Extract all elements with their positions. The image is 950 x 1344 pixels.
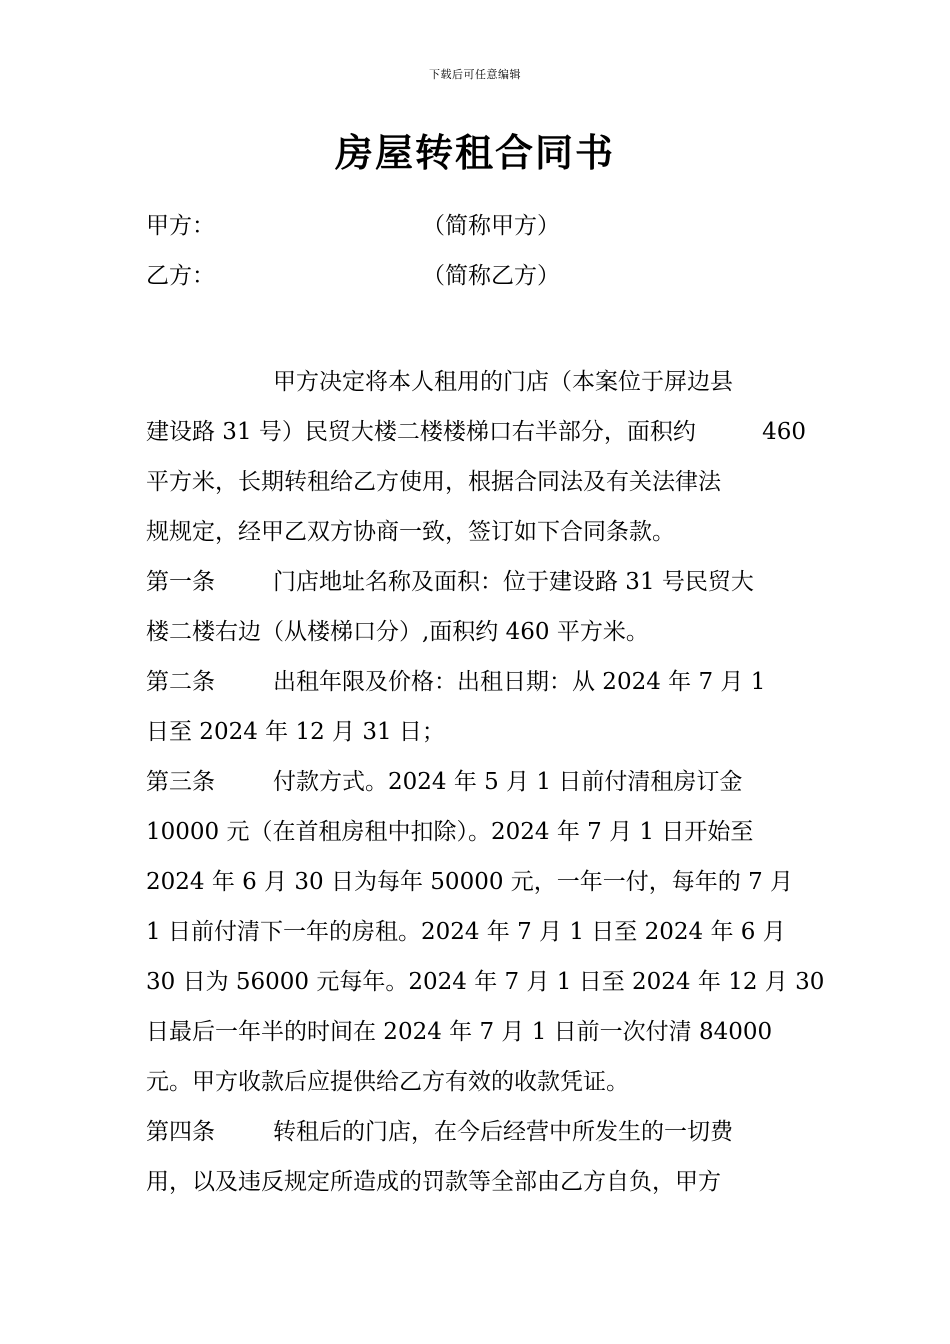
- article-3-line: 日最后一年半的时间在 2024 年 7 月 1 日前一次付清 84000: [146, 1019, 773, 1045]
- article-1-line: [146, 557, 806, 607]
- article-3-text: 付款方式。2024 年 5 月 1 日前付清租房订金: [273, 769, 743, 795]
- article-1-line: 楼二楼右边（从楼梯口分）,面积约 460 平方米。: [146, 619, 649, 645]
- document-title: 房屋转租合同书: [334, 130, 615, 175]
- header-note: 下载后可任意编辑: [429, 68, 521, 81]
- article-3-line: 元。甲方收款后应提供给乙方有效的收款凭证。: [146, 1069, 629, 1095]
- intro-line: 平方米，长期转租给乙方使用，根据合同法及有关法律法: [146, 469, 721, 495]
- article-3-line: [146, 757, 806, 807]
- article-3-line: 10000 元（在首租房租中扣除）。2024 年 7 月 1 日开始至: [146, 819, 754, 845]
- party-a-label: 甲方：: [146, 213, 215, 239]
- intro-line-text: 建设路 31 号）民贸大楼二楼楼梯口右半部分，面积约: [146, 419, 696, 445]
- article-3-line: 1 日前付清下一年的房租。2024 年 7 月 1 日至 2024 年 6 月: [146, 919, 786, 945]
- article-1-text: 门店地址名称及面积：位于建设路 31 号民贸大: [273, 569, 754, 595]
- intro-line: 甲方决定将本人租用的门店（本案位于屏边县: [273, 369, 733, 395]
- intro-line: [146, 407, 806, 457]
- contract-body: [146, 357, 825, 1207]
- intro-line: 规规定，经甲乙双方协商一致，签订如下合同条款。: [146, 519, 675, 545]
- article-4-text: 转租后的门店，在今后经营中所发生的一切费: [273, 1119, 733, 1145]
- article-3-line: 30 日为 56000 元每年。2024 年 7 月 1 日至 2024 年 12 月 30: [146, 969, 825, 995]
- article-4-line: [146, 1107, 806, 1157]
- article-3-line: 2024 年 6 月 30 日为每年 50000 元，一年一付，每年的 7 月: [146, 869, 794, 895]
- article-4-line: 用，以及违反规定所造成的罚款等全部由乙方自负，甲方: [146, 1169, 721, 1195]
- party-b-abbreviation: （简称乙方）: [422, 263, 560, 289]
- article-2-heading: 第二条: [146, 669, 215, 695]
- article-4-heading: 第四条: [146, 1119, 215, 1145]
- article-2-line: [146, 657, 806, 707]
- intro-area-value: 460: [762, 419, 806, 445]
- article-2-line: 日至 2024 年 12 月 31 日；: [146, 719, 445, 745]
- article-2-text: 出租年限及价格：出租日期：从 2024 年 7 月 1: [273, 669, 766, 695]
- party-a-abbreviation: （简称甲方）: [422, 213, 560, 239]
- party-b-label: 乙方：: [146, 263, 215, 289]
- article-1-heading: 第一条: [146, 569, 215, 595]
- article-3-heading: 第三条: [146, 769, 215, 795]
